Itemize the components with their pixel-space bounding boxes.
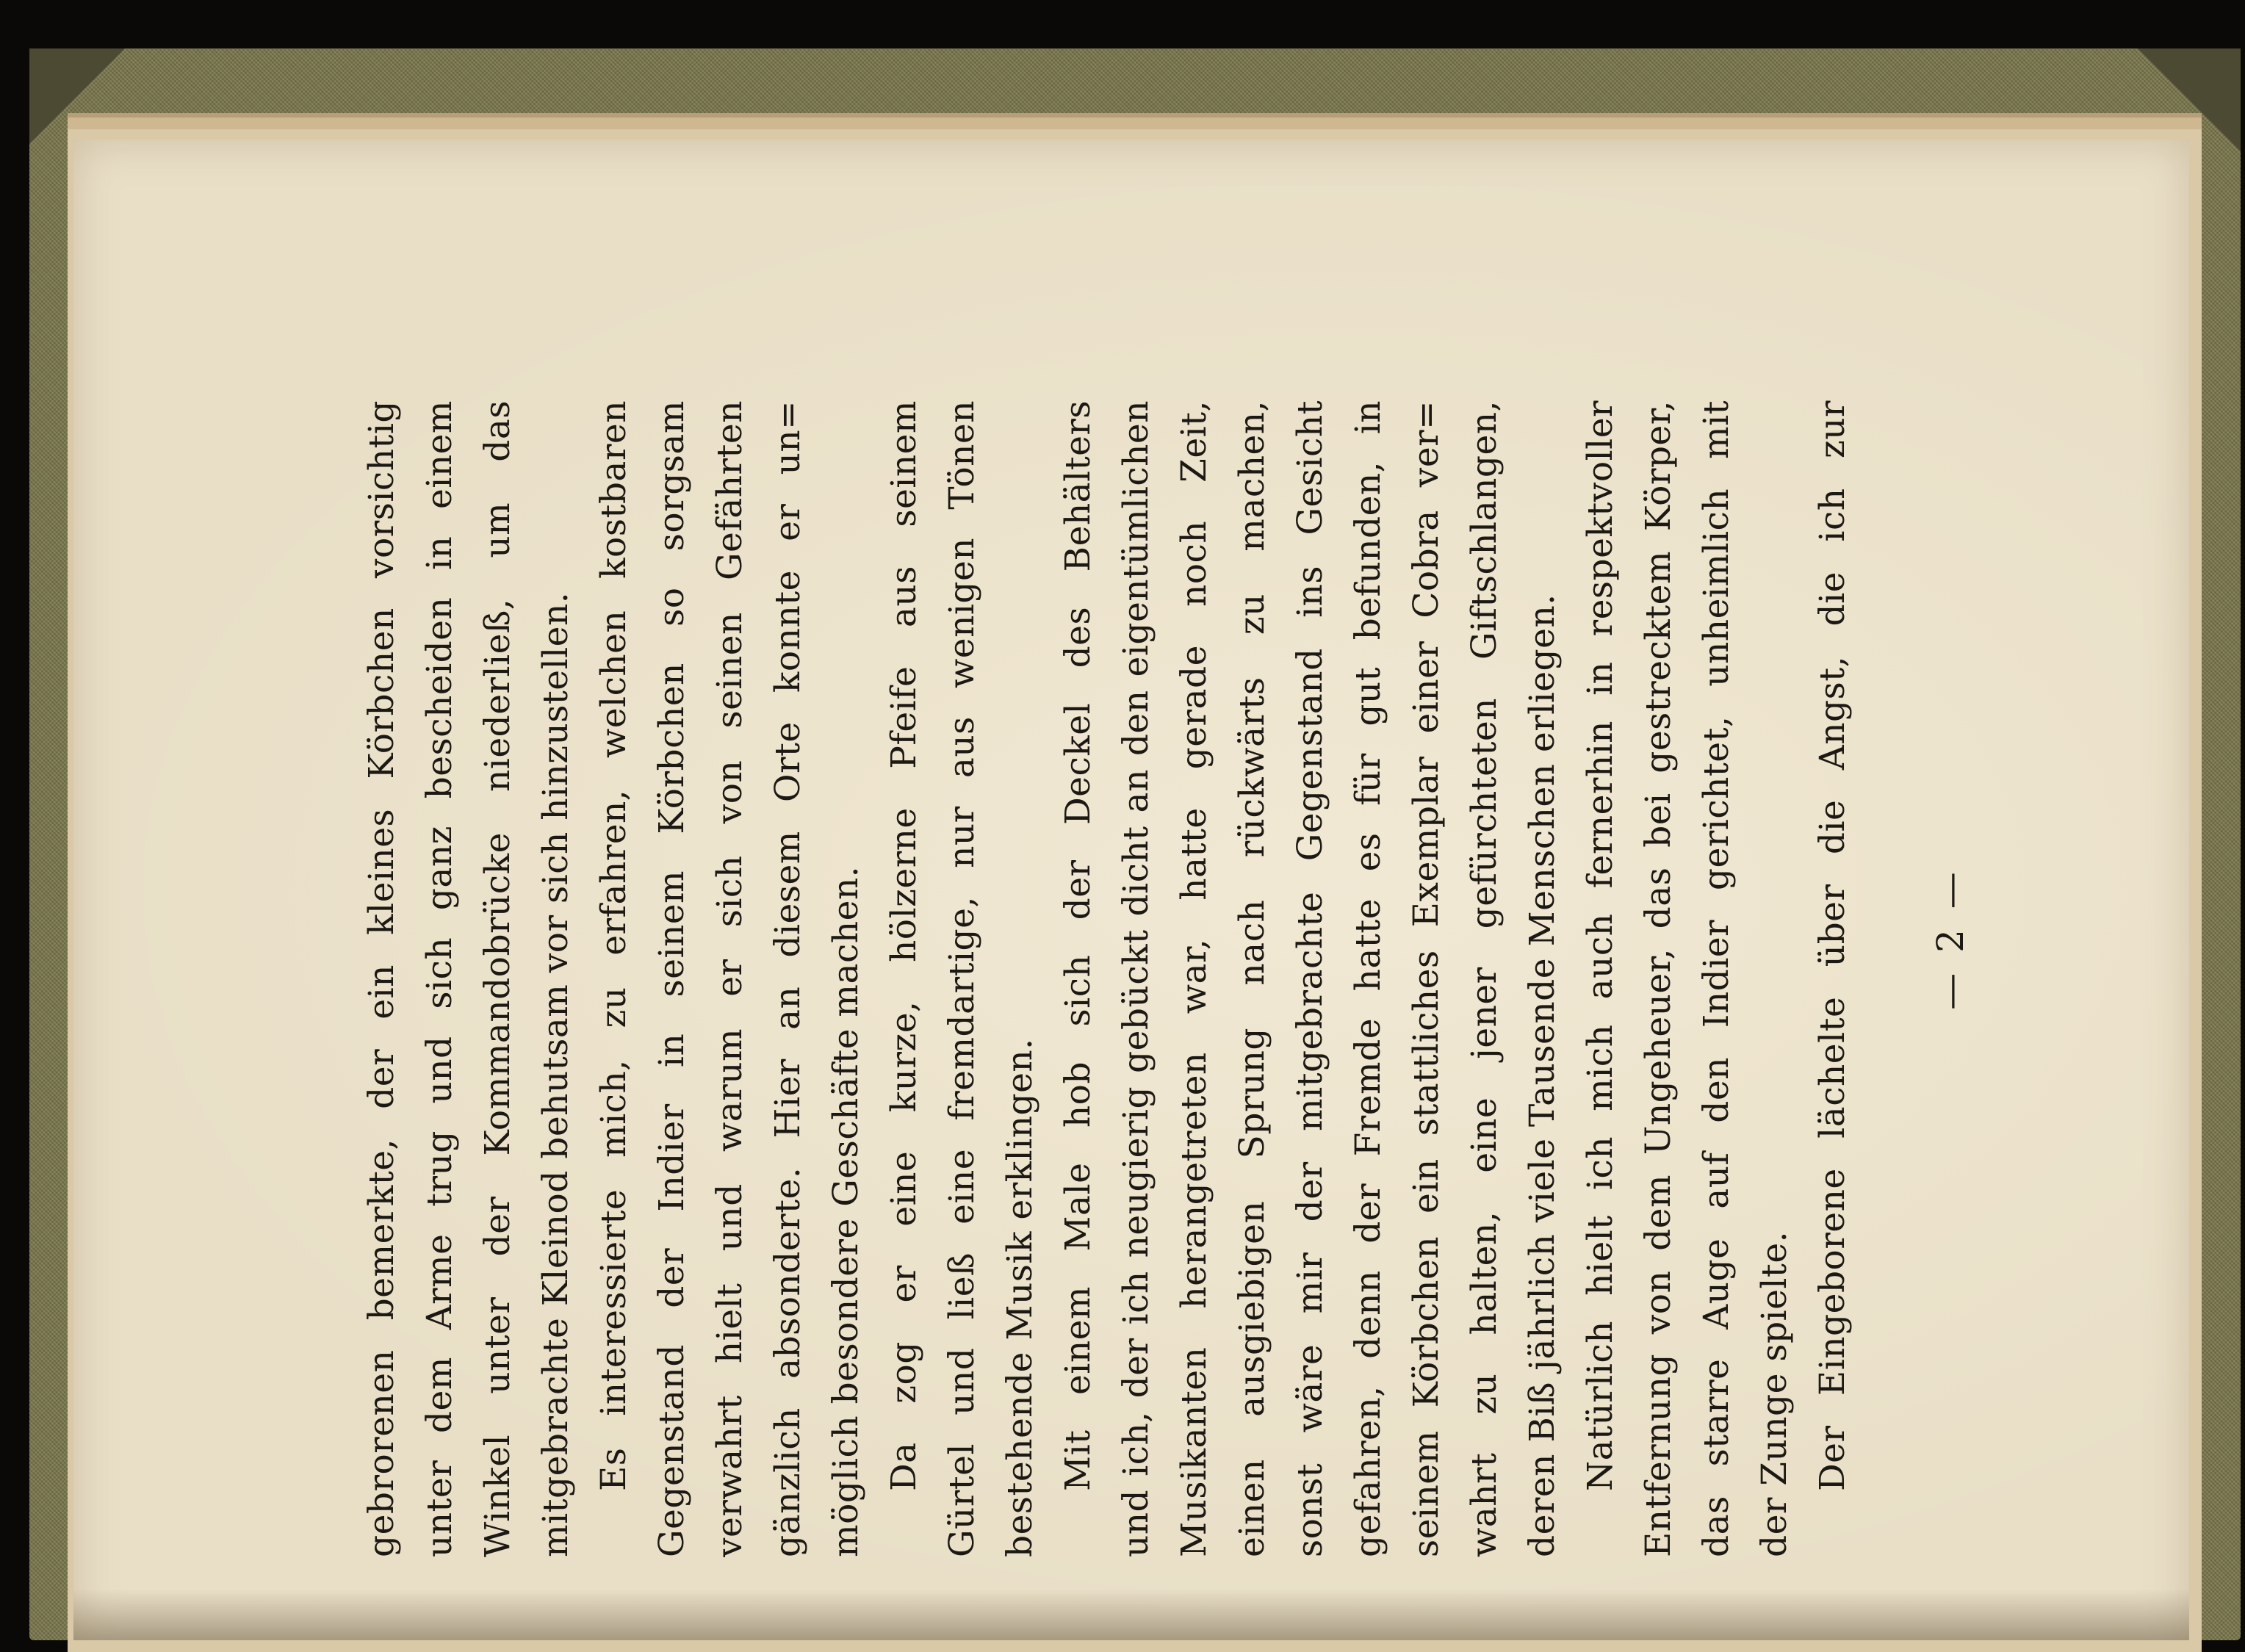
text-line: gefahren, denn der Fremde hatte es für gut befunden, in [1348, 400, 1388, 1557]
page-gutter-shadow [73, 1589, 2189, 1640]
text-line: sonst wäre mir der mitgebrachte Gegenstand ins Gesicht [1290, 400, 1330, 1557]
text-line: deren Biß jährlich viele Tausende Menschen erliegen. [1522, 594, 1563, 1557]
text-line: Entfernung von dem Ungeheuer, das bei gestrecktem Körper, [1638, 400, 1679, 1557]
text-line: Da zog er eine kurze, hölzerne Pfeife aus seinem [884, 400, 924, 1491]
text-line: möglich besondere Geschäfte machen. [826, 865, 866, 1557]
text-line: unter dem Arme trug und sich ganz bescheiden in einem [419, 400, 460, 1557]
text-line: Der Eingeborene lächelte über die Angst, die ich zur [1812, 400, 1853, 1491]
text-line: seinem Körbchen ein stattliches Exemplar einer Cobra ver= [1406, 400, 1446, 1557]
text-line: und ich, der ich neugierig gebückt dicht an den eigentümlichen [1116, 400, 1156, 1557]
text-line: wahrt zu halten, eine jener gefürchteten Giftschlangen, [1464, 400, 1505, 1557]
text-line: Es interessierte mich, zu erfahren, welchen kostbaren [594, 400, 634, 1491]
text-line: gebrorenen bemerkte, der ein kleines Körbchen vorsichtig [361, 400, 402, 1557]
text-line: Mit einem Male hob sich der Deckel des Behälters [1058, 400, 1098, 1491]
text-line: Gürtel und ließ eine fremdartige, nur aus wenigen Tönen [942, 400, 982, 1557]
text-line: bestehende Musik erklingen. [1000, 1038, 1040, 1557]
text-line: das starre Auge auf den Indier gerichtet, unheimlich mit [1696, 400, 1737, 1557]
text-line: Musikanten herangetreten war, hatte gerade noch Zeit, [1174, 400, 1214, 1557]
text-line: Winkel unter der Kommandobrücke niederließ, um das [478, 400, 518, 1557]
text-line: Gegenstand der Indier in seinem Körbchen so sorgsam [652, 400, 692, 1557]
text-line: Natürlich hielt ich mich auch fernerhin in respektvoller [1580, 400, 1621, 1491]
text-line: der Zunge spielte. [1754, 1230, 1795, 1557]
text-line: gänzlich absonderte. Hier an diesem Orte konnte er un= [768, 400, 808, 1557]
body-text [353, 400, 1862, 1557]
text-line: einen ausgiebigen Sprung nach rückwärts zu machen, [1232, 400, 1272, 1557]
text-line: mitgebrachte Kleinod behutsam vor sich hinzustellen. [536, 591, 576, 1557]
text-line: verwahrt hielt und warum er sich von seinen Gefährten [710, 400, 750, 1557]
page-number: — 2 — [1929, 868, 1972, 1010]
